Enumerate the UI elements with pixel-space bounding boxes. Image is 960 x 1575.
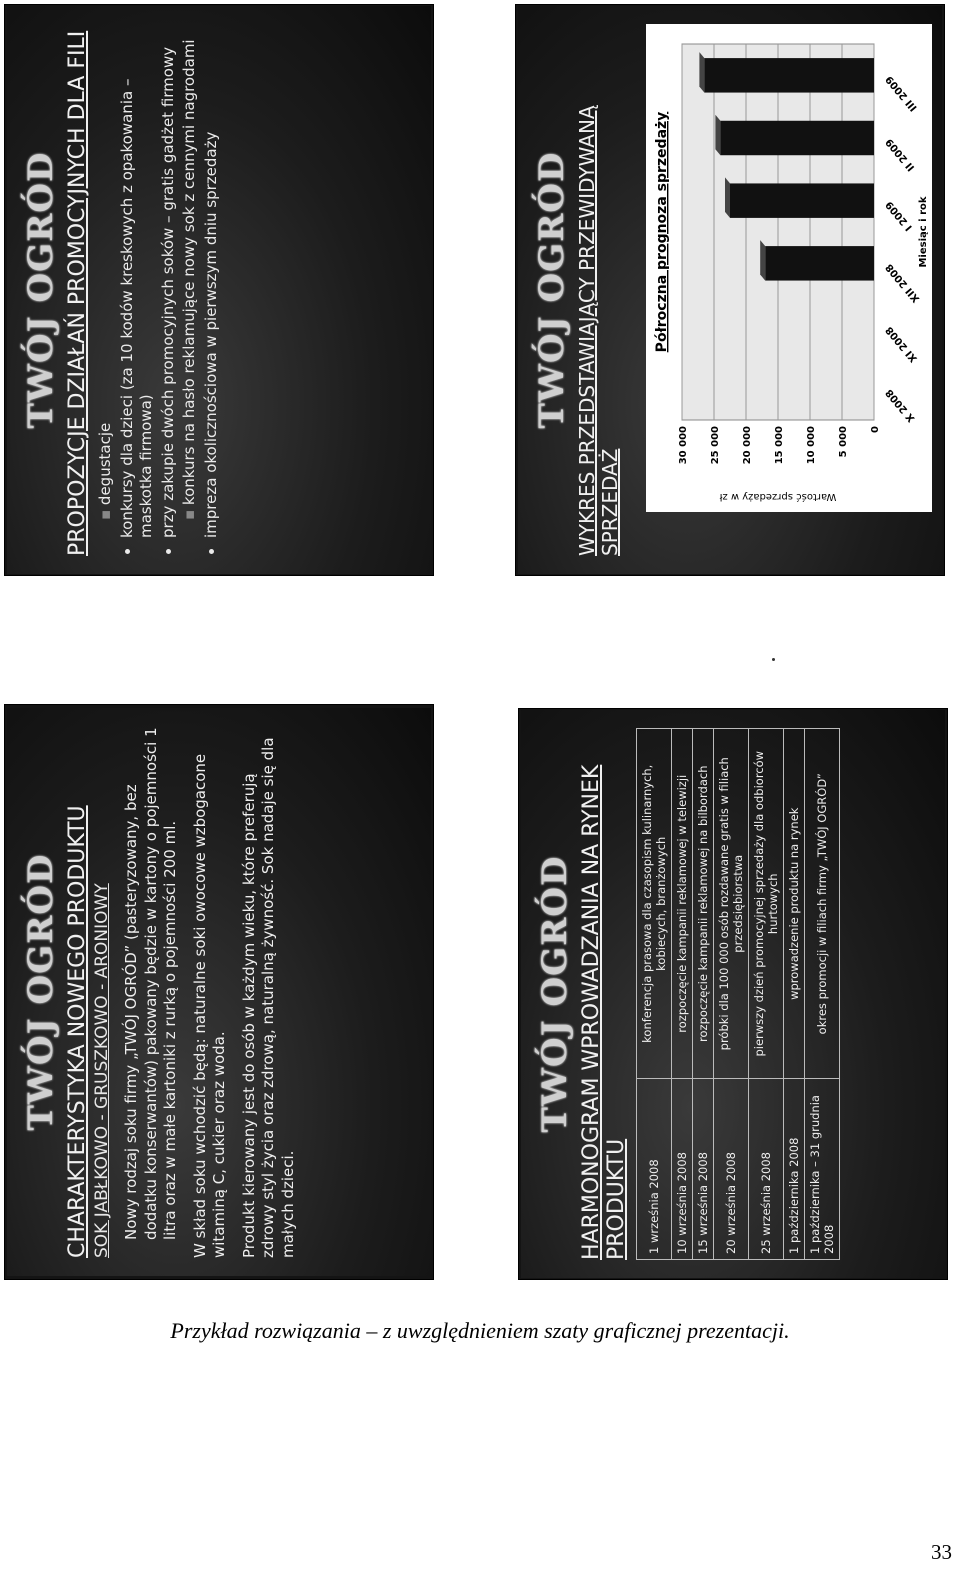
x-tick-label: X 2008 <box>883 386 918 424</box>
slide-title: CHARAKTERYSTYKA NOWEGO PRODUKTU <box>65 805 90 1258</box>
slide-promotion-proposals <box>4 4 434 576</box>
bar-top <box>715 115 720 155</box>
paragraph: W skład soku wchodzić będą: naturalne soki owocowe wzbogacone witaminą C, cukier oraz woda. <box>190 753 229 1258</box>
schedule-activity: okres promocji w filiach firmy „TWÓJ OGRÓD” <box>804 729 839 1079</box>
logo-text: TWÓJ OGRÓD <box>532 151 572 429</box>
table-row <box>804 729 839 1260</box>
schedule-date: 1 października 2008 <box>783 1079 804 1260</box>
schedule-date: 1 października – 31 grudnia 2008 <box>804 1079 839 1260</box>
promo-item: ▪ konkurs na hasło reklamujące nowy sok z cennymi nagrodami <box>180 24 200 538</box>
schedule-activity: rozpoczęcie kampanii reklamowej w telewizji <box>671 729 692 1079</box>
page-caption: Przykład rozwiązania – z uwzględnieniem szaty graficznej prezentacji. <box>170 1318 790 1343</box>
x-tick-label: XI 2008 <box>883 324 920 364</box>
slide-product-characteristics <box>4 704 434 1280</box>
y-tick-label: 10 000 <box>806 426 817 465</box>
promo-item: ▪ degustacje <box>96 24 116 538</box>
y-tick-label: 30 000 <box>678 426 689 465</box>
y-tick-label: 15 000 <box>774 426 785 465</box>
paragraph: Produkt kierowany jest do osób w każdym wieku, które preferują zdrowy styl życia oraz zdrową, naturalną żywność. Sok nadaje się dla małych dzieci. <box>239 737 297 1258</box>
schedule-activity: rozpoczęcie kampanii reklamowej na bilbordach <box>692 729 713 1079</box>
y-tick-label: 5 000 <box>838 426 849 458</box>
schedule-activity: pierwszy dzień promocyjnej sprzedaży dla odbiorców hurtowych <box>748 729 783 1079</box>
slide-title: HARMONOGRAM WPROWADZANIA NA RYNEK PRODUKTU <box>579 764 630 1260</box>
promo-list <box>96 24 221 556</box>
page-number: 33 <box>931 1540 952 1564</box>
schedule-table <box>636 728 840 1260</box>
schedule-activity: wprowadzenie produktu na rynek <box>783 729 804 1079</box>
table-row <box>636 729 671 1260</box>
schedule-date: 15 września 2008 <box>692 1079 713 1260</box>
bar-chart <box>646 24 932 512</box>
slide-subtitle: SOK JABŁKOWO - GRUSZKOWO - ARONIOWY <box>92 883 113 1258</box>
table-row <box>692 729 713 1260</box>
slide-schedule-content <box>521 710 945 1278</box>
slide-title: PROPOZYCJE DZIAŁAŃ PROMOCYJNYCH DLA FILI <box>65 30 90 556</box>
y-tick-label: 25 000 <box>710 426 721 465</box>
schedule-date: 10 września 2008 <box>671 1079 692 1260</box>
schedule-activity: konferencja prasowa dla czasopism kulinarnych, kobiecych, branżowych <box>636 729 671 1079</box>
chart-area <box>646 24 932 512</box>
x-tick-label: III 2009 <box>883 73 920 114</box>
slide-chart-content <box>518 6 942 574</box>
schedule-date: 25 września 2008 <box>748 1079 783 1260</box>
logo-text: TWÓJ OGRÓD <box>21 853 61 1131</box>
logo-text: TWÓJ OGRÓD <box>535 855 575 1133</box>
stray-dot <box>772 658 775 661</box>
schedule-date: 20 września 2008 <box>713 1079 748 1260</box>
bar-top <box>760 240 765 280</box>
chart-title: Półroczna prognoza sprzedaży <box>654 111 670 353</box>
bar-top <box>725 177 730 217</box>
slide-sales-chart <box>515 4 945 576</box>
promo-item: • przy zakupie dwóch promocyjnych soków – gratis gadżet firmowy <box>159 24 179 538</box>
table-row <box>783 729 804 1260</box>
paragraph: Nowy rodzaj soku firmy „TWÓJ OGRÓD” (pasteryzowany, bez dodatku konserwantów) pakowany będzie w kartony o pojemności 1 litra oraz w małe kartoniki z rurką o pojemności 200 ml. <box>122 727 180 1240</box>
y-axis-label: Wartość sprzedaży w zł <box>719 491 837 502</box>
x-tick-label: II 2009 <box>883 136 918 173</box>
x-tick-label: XII 2008 <box>883 261 923 305</box>
y-tick-label: 0 <box>870 426 881 433</box>
bar <box>720 121 874 155</box>
y-tick-label: 20 000 <box>742 426 753 465</box>
table-row <box>748 729 783 1260</box>
x-tick-label: I 2009 <box>883 198 915 233</box>
schedule-activity: próbki dla 100 000 osób rozdawane gratis w filiach przedsiębiorstwa <box>713 729 748 1079</box>
table-row <box>713 729 748 1260</box>
bar-top <box>699 52 704 92</box>
slide-product-content <box>7 708 431 1276</box>
promo-item: • impreza okolicznościowa w pierwszym dniu sprzedaży <box>202 24 222 538</box>
schedule-date: 1 września 2008 <box>636 1079 671 1260</box>
slide-promo-content <box>7 6 431 574</box>
logo-text: TWÓJ OGRÓD <box>21 151 61 429</box>
slide-schedule <box>518 708 948 1280</box>
slide-title: WYKRES PRZEDSTAWIAJĄCY PRZEWIDYWANĄ SPRZEDAŻ <box>575 105 622 556</box>
bar <box>765 246 874 280</box>
bar <box>704 58 874 92</box>
x-axis-label: Miesiąc i rok <box>918 196 929 268</box>
bar <box>730 183 874 217</box>
promo-item: • konkursy dla dzieci (za 10 kodów kreskowych z opakowania – maskotka firmowa) <box>118 24 157 538</box>
table-row <box>671 729 692 1260</box>
